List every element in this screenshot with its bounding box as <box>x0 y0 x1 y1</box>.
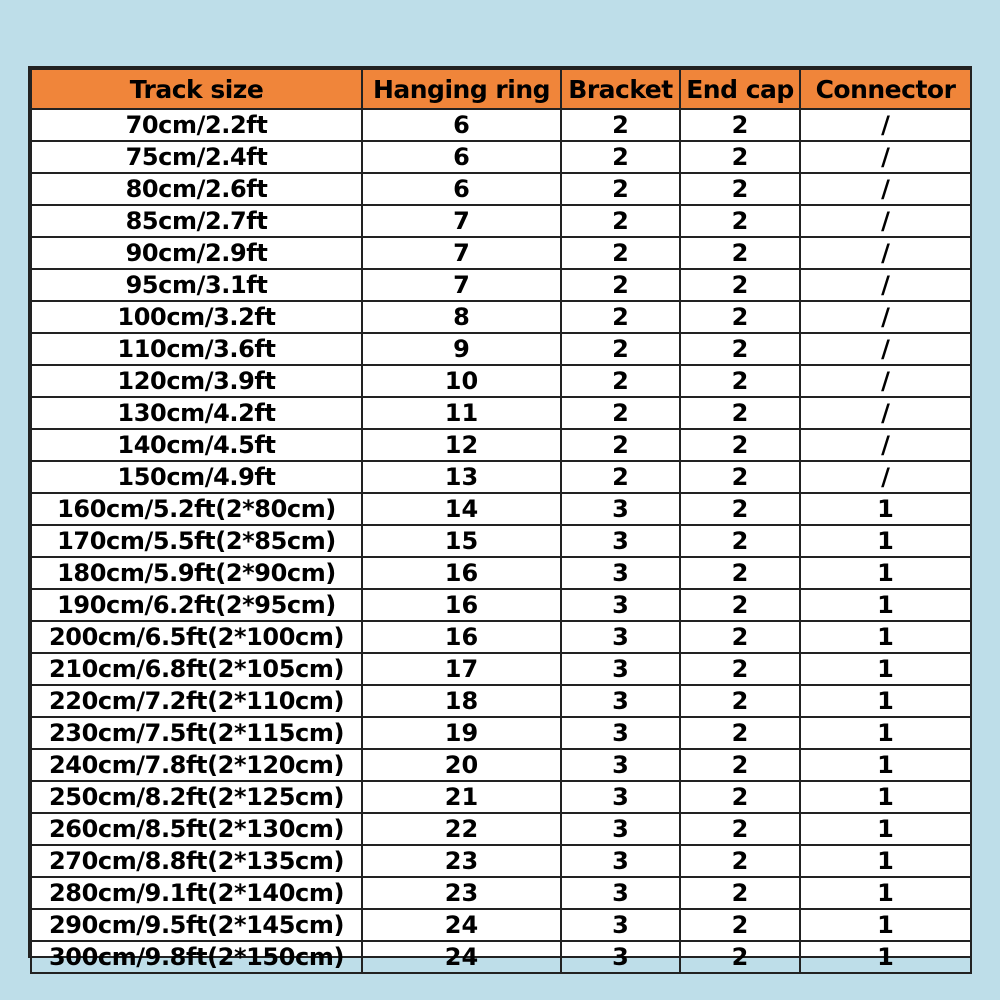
table-row <box>31 397 971 429</box>
cell-track-size: 290cm/9.5ft(2*145cm) <box>31 909 362 941</box>
cell-connector: 1 <box>800 877 971 909</box>
cell-connector: / <box>800 205 971 237</box>
cell-bracket: 3 <box>561 621 680 653</box>
header-connector: Connector <box>800 69 971 109</box>
cell-connector: / <box>800 237 971 269</box>
cell-end-cap: 2 <box>680 141 800 173</box>
cell-bracket: 3 <box>561 877 680 909</box>
cell-hanging-ring: 16 <box>362 589 561 621</box>
cell-connector: 1 <box>800 845 971 877</box>
cell-track-size: 130cm/4.2ft <box>31 397 362 429</box>
cell-end-cap: 2 <box>680 781 800 813</box>
cell-connector: 1 <box>800 749 971 781</box>
table-header-row <box>31 69 971 109</box>
cell-bracket: 3 <box>561 909 680 941</box>
cell-end-cap: 2 <box>680 877 800 909</box>
cell-hanging-ring: 7 <box>362 205 561 237</box>
cell-bracket: 3 <box>561 845 680 877</box>
cell-track-size: 240cm/7.8ft(2*120cm) <box>31 749 362 781</box>
cell-hanging-ring: 12 <box>362 429 561 461</box>
cell-bracket: 3 <box>561 781 680 813</box>
cell-hanging-ring: 6 <box>362 173 561 205</box>
header-end-cap: End cap <box>680 69 800 109</box>
cell-connector: / <box>800 141 971 173</box>
cell-end-cap: 2 <box>680 365 800 397</box>
table-row <box>31 653 971 685</box>
cell-connector: 1 <box>800 621 971 653</box>
cell-bracket: 3 <box>561 493 680 525</box>
table-row <box>31 173 971 205</box>
cell-connector: / <box>800 173 971 205</box>
track-size-table <box>30 68 972 974</box>
table-row <box>31 429 971 461</box>
cell-track-size: 210cm/6.8ft(2*105cm) <box>31 653 362 685</box>
cell-track-size: 280cm/9.1ft(2*140cm) <box>31 877 362 909</box>
table-row <box>31 877 971 909</box>
cell-connector: 1 <box>800 941 971 973</box>
cell-connector: 1 <box>800 813 971 845</box>
cell-bracket: 3 <box>561 749 680 781</box>
table-row <box>31 205 971 237</box>
cell-hanging-ring: 7 <box>362 269 561 301</box>
cell-end-cap: 2 <box>680 109 800 141</box>
cell-hanging-ring: 17 <box>362 653 561 685</box>
cell-hanging-ring: 13 <box>362 461 561 493</box>
cell-hanging-ring: 16 <box>362 621 561 653</box>
cell-track-size: 75cm/2.4ft <box>31 141 362 173</box>
cell-track-size: 95cm/3.1ft <box>31 269 362 301</box>
cell-track-size: 190cm/6.2ft(2*95cm) <box>31 589 362 621</box>
cell-track-size: 150cm/4.9ft <box>31 461 362 493</box>
table-row <box>31 461 971 493</box>
table-row <box>31 365 971 397</box>
cell-hanging-ring: 10 <box>362 365 561 397</box>
table-row <box>31 141 971 173</box>
cell-hanging-ring: 6 <box>362 141 561 173</box>
cell-end-cap: 2 <box>680 621 800 653</box>
cell-hanging-ring: 21 <box>362 781 561 813</box>
cell-end-cap: 2 <box>680 205 800 237</box>
cell-connector: 1 <box>800 909 971 941</box>
cell-end-cap: 2 <box>680 525 800 557</box>
cell-hanging-ring: 22 <box>362 813 561 845</box>
cell-track-size: 230cm/7.5ft(2*115cm) <box>31 717 362 749</box>
cell-track-size: 160cm/5.2ft(2*80cm) <box>31 493 362 525</box>
cell-end-cap: 2 <box>680 685 800 717</box>
table-row <box>31 333 971 365</box>
cell-track-size: 220cm/7.2ft(2*110cm) <box>31 685 362 717</box>
table-row <box>31 237 971 269</box>
cell-track-size: 70cm/2.2ft <box>31 109 362 141</box>
cell-hanging-ring: 24 <box>362 941 561 973</box>
table-row <box>31 269 971 301</box>
table-row <box>31 109 971 141</box>
cell-connector: 1 <box>800 685 971 717</box>
cell-hanging-ring: 19 <box>362 717 561 749</box>
cell-track-size: 100cm/3.2ft <box>31 301 362 333</box>
cell-track-size: 110cm/3.6ft <box>31 333 362 365</box>
cell-bracket: 2 <box>561 141 680 173</box>
cell-track-size: 90cm/2.9ft <box>31 237 362 269</box>
cell-connector: / <box>800 397 971 429</box>
cell-bracket: 3 <box>561 941 680 973</box>
cell-end-cap: 2 <box>680 941 800 973</box>
header-track-size: Track size <box>31 69 362 109</box>
table-row <box>31 749 971 781</box>
cell-bracket: 2 <box>561 109 680 141</box>
cell-connector: 1 <box>800 653 971 685</box>
header-hanging-ring: Hanging ring <box>362 69 561 109</box>
cell-hanging-ring: 11 <box>362 397 561 429</box>
table-row <box>31 941 971 973</box>
cell-bracket: 3 <box>561 685 680 717</box>
cell-bracket: 2 <box>561 429 680 461</box>
cell-hanging-ring: 16 <box>362 557 561 589</box>
table-row <box>31 621 971 653</box>
table-row <box>31 525 971 557</box>
cell-connector: / <box>800 365 971 397</box>
table-row <box>31 301 971 333</box>
cell-connector: 1 <box>800 557 971 589</box>
cell-end-cap: 2 <box>680 845 800 877</box>
cell-end-cap: 2 <box>680 397 800 429</box>
table-row <box>31 493 971 525</box>
cell-bracket: 3 <box>561 717 680 749</box>
cell-hanging-ring: 20 <box>362 749 561 781</box>
cell-track-size: 120cm/3.9ft <box>31 365 362 397</box>
cell-end-cap: 2 <box>680 173 800 205</box>
cell-track-size: 300cm/9.8ft(2*150cm) <box>31 941 362 973</box>
cell-track-size: 85cm/2.7ft <box>31 205 362 237</box>
header-bracket: Bracket <box>561 69 680 109</box>
cell-connector: 1 <box>800 781 971 813</box>
cell-end-cap: 2 <box>680 909 800 941</box>
table-row <box>31 909 971 941</box>
cell-track-size: 270cm/8.8ft(2*135cm) <box>31 845 362 877</box>
cell-end-cap: 2 <box>680 653 800 685</box>
cell-bracket: 2 <box>561 301 680 333</box>
table-row <box>31 813 971 845</box>
cell-hanging-ring: 24 <box>362 909 561 941</box>
cell-connector: / <box>800 269 971 301</box>
table-body <box>31 109 971 973</box>
cell-connector: / <box>800 301 971 333</box>
cell-end-cap: 2 <box>680 333 800 365</box>
cell-hanging-ring: 8 <box>362 301 561 333</box>
table-row <box>31 557 971 589</box>
cell-track-size: 170cm/5.5ft(2*85cm) <box>31 525 362 557</box>
cell-end-cap: 2 <box>680 301 800 333</box>
cell-connector: / <box>800 109 971 141</box>
cell-connector: / <box>800 429 971 461</box>
table-row <box>31 845 971 877</box>
cell-bracket: 3 <box>561 653 680 685</box>
cell-end-cap: 2 <box>680 749 800 781</box>
cell-track-size: 80cm/2.6ft <box>31 173 362 205</box>
cell-hanging-ring: 23 <box>362 877 561 909</box>
cell-bracket: 3 <box>561 813 680 845</box>
size-table-container <box>28 66 972 971</box>
cell-bracket: 2 <box>561 237 680 269</box>
cell-bracket: 3 <box>561 557 680 589</box>
cell-bracket: 3 <box>561 525 680 557</box>
cell-end-cap: 2 <box>680 557 800 589</box>
table-row <box>31 685 971 717</box>
cell-bracket: 2 <box>561 333 680 365</box>
cell-connector: 1 <box>800 525 971 557</box>
cell-hanging-ring: 6 <box>362 109 561 141</box>
cell-track-size: 180cm/5.9ft(2*90cm) <box>31 557 362 589</box>
cell-bracket: 2 <box>561 269 680 301</box>
cell-hanging-ring: 23 <box>362 845 561 877</box>
cell-bracket: 2 <box>561 397 680 429</box>
cell-end-cap: 2 <box>680 429 800 461</box>
cell-bracket: 2 <box>561 205 680 237</box>
cell-end-cap: 2 <box>680 461 800 493</box>
cell-connector: 1 <box>800 493 971 525</box>
cell-bracket: 2 <box>561 365 680 397</box>
cell-end-cap: 2 <box>680 269 800 301</box>
cell-hanging-ring: 14 <box>362 493 561 525</box>
cell-bracket: 2 <box>561 173 680 205</box>
cell-hanging-ring: 15 <box>362 525 561 557</box>
cell-bracket: 3 <box>561 589 680 621</box>
cell-connector: / <box>800 461 971 493</box>
cell-hanging-ring: 18 <box>362 685 561 717</box>
cell-track-size: 200cm/6.5ft(2*100cm) <box>31 621 362 653</box>
cell-connector: 1 <box>800 717 971 749</box>
cell-end-cap: 2 <box>680 493 800 525</box>
cell-connector: 1 <box>800 589 971 621</box>
cell-track-size: 250cm/8.2ft(2*125cm) <box>31 781 362 813</box>
cell-end-cap: 2 <box>680 717 800 749</box>
cell-hanging-ring: 7 <box>362 237 561 269</box>
cell-end-cap: 2 <box>680 813 800 845</box>
table-row <box>31 781 971 813</box>
cell-connector: / <box>800 333 971 365</box>
cell-track-size: 140cm/4.5ft <box>31 429 362 461</box>
cell-end-cap: 2 <box>680 237 800 269</box>
cell-bracket: 2 <box>561 461 680 493</box>
table-row <box>31 717 971 749</box>
cell-hanging-ring: 9 <box>362 333 561 365</box>
cell-end-cap: 2 <box>680 589 800 621</box>
table-row <box>31 589 971 621</box>
cell-track-size: 260cm/8.5ft(2*130cm) <box>31 813 362 845</box>
